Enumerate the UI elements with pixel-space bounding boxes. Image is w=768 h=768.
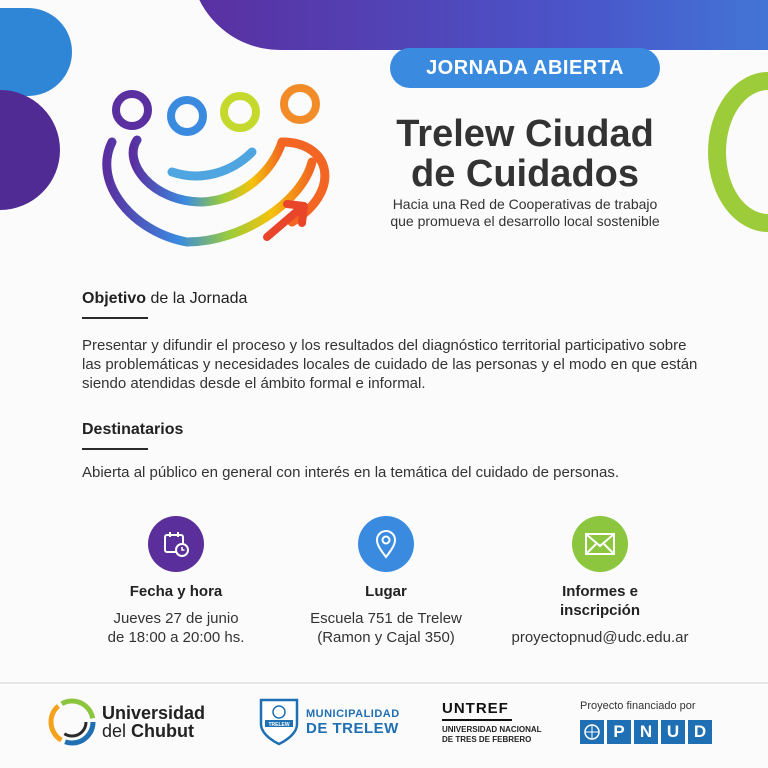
location-pin-icon <box>358 516 414 572</box>
municipalidad-name: MUNICIPALIDAD DE TRELEW <box>306 708 400 737</box>
udc-ring-icon <box>46 696 98 748</box>
informes-email[interactable]: proyectopnud@udc.edu.ar <box>511 629 689 646</box>
fecha-block <box>86 516 266 647</box>
footer-divider <box>0 682 768 684</box>
udc-name: Universidad del Chubut <box>102 703 206 741</box>
un-emblem-icon <box>580 720 604 744</box>
untref-logo: UNTREF UNIVERSIDAD NACIONAL DE TRES DE FEBRERO <box>442 700 542 744</box>
municipalidad-logo <box>258 696 400 751</box>
lugar-block <box>296 516 476 647</box>
fecha-label: Fecha y hora <box>129 583 223 600</box>
jornada-abierta-badge: JORNADA ABIERTA <box>390 48 660 88</box>
shield-label: TRELEW <box>268 722 290 728</box>
decorative-top-banner <box>190 0 768 50</box>
care-network-logo <box>92 82 352 252</box>
pnud-letters: P N U D <box>580 720 720 744</box>
informes-label: Informes e inscripción <box>559 583 641 619</box>
fecha-value: Jueves 27 de junio de 18:00 a 20:00 hs. <box>107 610 245 646</box>
lugar-label: Lugar <box>365 583 407 600</box>
calendar-clock-icon <box>148 516 204 572</box>
objetivo-underline <box>82 317 148 319</box>
event-title: Trelew Ciudad de Cuidados <box>396 113 654 195</box>
pnud-caption: Proyecto financiado por <box>580 700 696 712</box>
decorative-purple-shape <box>0 90 60 210</box>
decorative-green-ring <box>708 72 768 232</box>
event-subtitle: Hacia una Red de Cooperativas de trabajo que promueva el desarrollo local sostenible <box>390 196 660 229</box>
decorative-blue-shape <box>0 8 72 96</box>
informes-block <box>510 516 690 647</box>
objetivo-text: Presentar y difundir el proceso y los resultados del diagnóstico territorial participativo sobre las problemáticas y necesidades locales de cuidado de las personas y el modo en que están siendo atendidas desde el ámbito formal e informal. <box>82 337 698 392</box>
objetivo-heading: Objetivo de la Jornada <box>82 290 248 307</box>
pnud-logo <box>580 700 720 744</box>
trelew-shield-icon <box>258 696 300 746</box>
udc-logo <box>46 696 206 753</box>
destinatarios-heading: Destinatarios <box>82 421 184 438</box>
destinatarios-underline <box>82 448 148 450</box>
envelope-icon <box>572 516 628 572</box>
lugar-value: Escuela 751 de Trelew (Ramon y Cajal 350) <box>310 610 462 646</box>
destinatarios-text: Abierta al público en general con interés en la temática del cuidado de personas. <box>82 464 620 481</box>
